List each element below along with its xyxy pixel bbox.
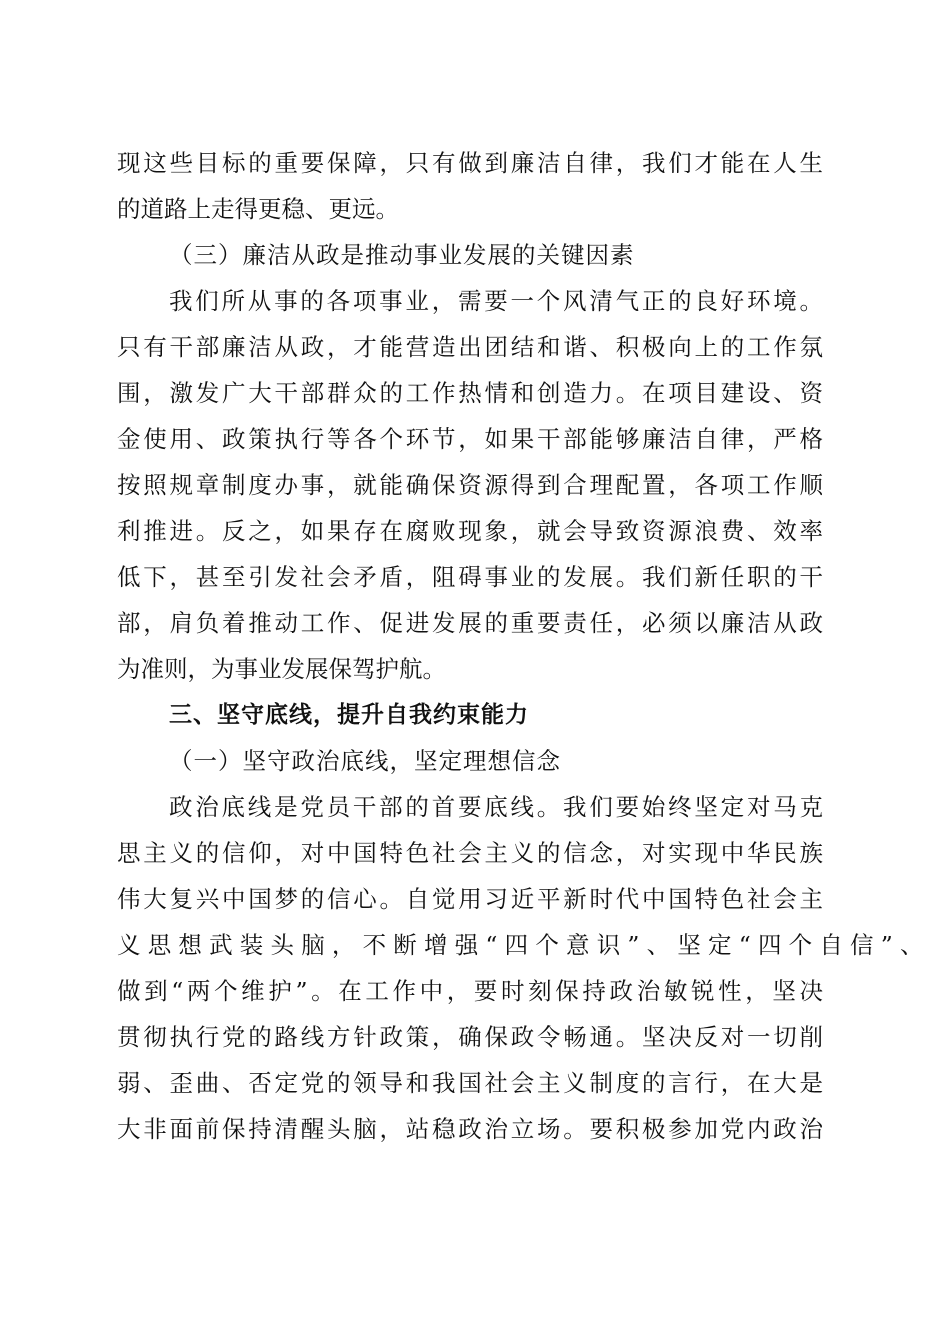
paragraph-line: 的道路上走得更稳、更远。 xyxy=(117,195,399,223)
paragraph-line: 做到“两个维护”。在工作中，要时刻保持政治敏锐性，坚决 xyxy=(117,977,823,1005)
paragraph-line: 政治底线是党员干部的首要底线。我们要始终坚定对马克 xyxy=(169,793,823,821)
section-subheading: （三）廉洁从政是推动事业发展的关键因素 xyxy=(169,241,635,269)
paragraph-line: 为准则，为事业发展保驾护航。 xyxy=(117,655,446,683)
paragraph-line: 贯彻执行党的路线方针政策，确保政令畅通。坚决反对一切削 xyxy=(117,1023,823,1051)
paragraph-line: 低下，甚至引发社会矛盾，阻碍事业的发展。我们新任职的干 xyxy=(117,563,823,591)
paragraph-line: 现这些目标的重要保障，只有做到廉洁自律，我们才能在人生 xyxy=(117,149,823,177)
paragraph-line: 弱、歪曲、否定党的领导和我国社会主义制度的言行，在大是 xyxy=(117,1069,823,1097)
paragraph-line: 按照规章制度办事，就能确保资源得到合理配置，各项工作顺 xyxy=(117,471,823,499)
paragraph-line: 围，激发广大干部群众的工作热情和创造力。在项目建设、资 xyxy=(117,379,823,407)
paragraph-line: 只有干部廉洁从政，才能营造出团结和谐、积极向上的工作氛 xyxy=(117,333,823,361)
paragraph-line: 思主义的信仰，对中国特色社会主义的信念，对实现中华民族 xyxy=(117,839,823,867)
paragraph-line: 义思想武装头脑，不断增强“四个意识”、坚定“四个自信”、 xyxy=(117,931,931,959)
paragraph-line: 金使用、政策执行等各个环节，如果干部能够廉洁自律，严格 xyxy=(117,425,823,453)
paragraph-line: 部，肩负着推动工作、促进发展的重要责任，必须以廉洁从政 xyxy=(117,609,823,637)
paragraph-line: 大非面前保持清醒头脑，站稳政治立场。要积极参加党内政治 xyxy=(117,1115,823,1143)
paragraph-line: 利推进。反之，如果存在腐败现象，就会导致资源浪费、效率 xyxy=(117,517,823,545)
section-subheading: （一）坚守政治底线，坚定理想信念 xyxy=(169,747,561,775)
section-heading: 三、坚守底线，提升自我约束能力 xyxy=(169,702,529,728)
paragraph-line: 伟大复兴中国梦的信心。自觉用习近平新时代中国特色社会主 xyxy=(117,885,823,913)
document-body xyxy=(117,140,931,1152)
paragraph-line: 我们所从事的各项事业，需要一个风清气正的良好环境。 xyxy=(169,287,823,315)
